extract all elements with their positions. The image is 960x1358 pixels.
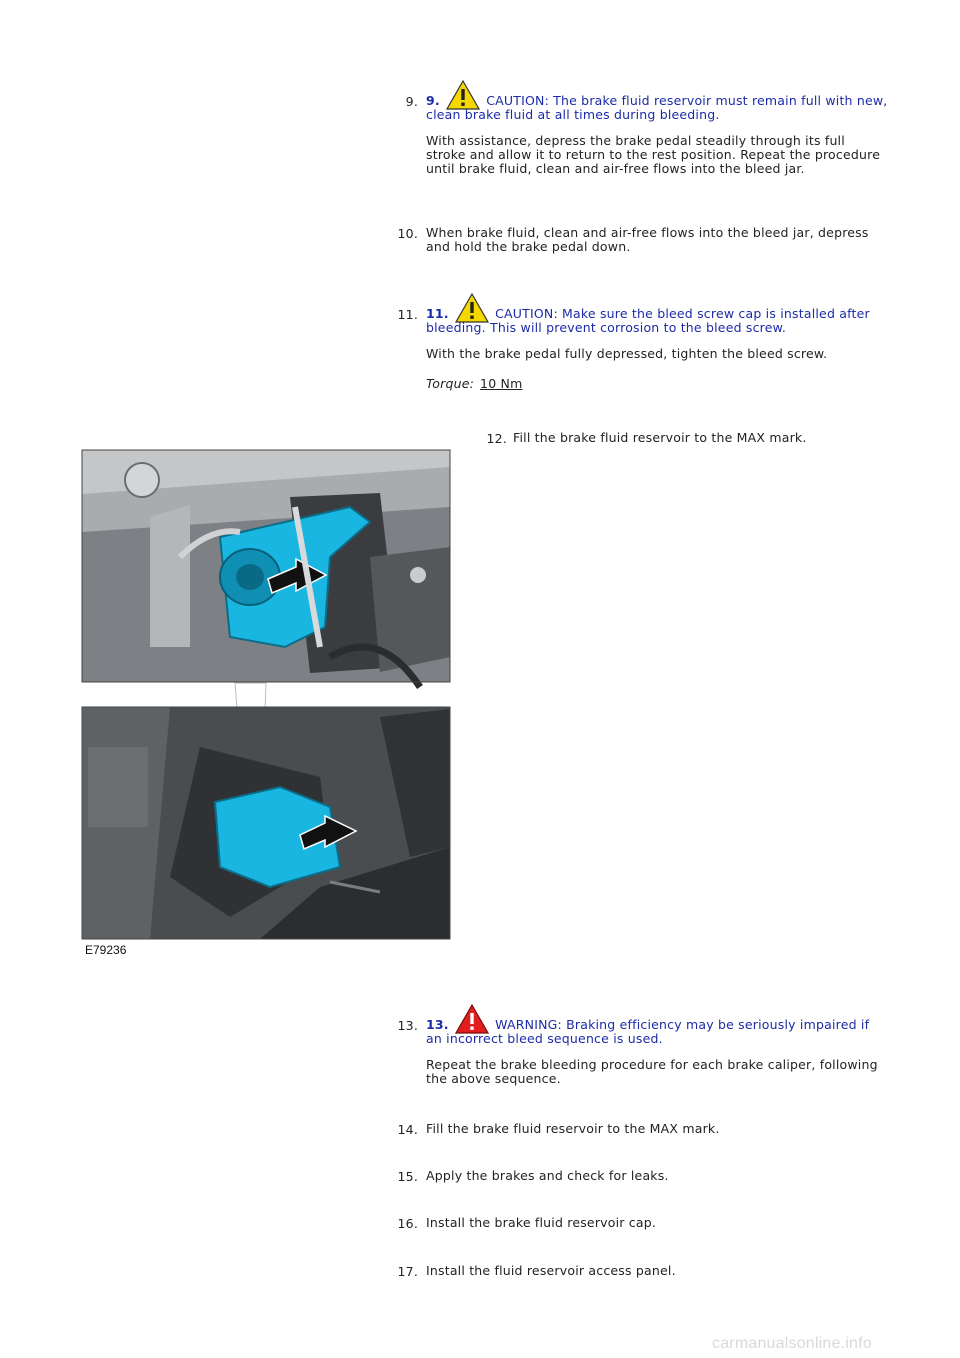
detail-view <box>82 450 450 687</box>
step-body: When brake fluid, clean and air-free flows into the bleed jar, depress and hold the brake pedal down. <box>426 225 869 254</box>
caution-note <box>426 293 888 335</box>
step-12 <box>513 431 913 445</box>
step-body: With assistance, depress the brake pedal steadily through its full stroke and allow it to return to the rest position. Repeat the procedure until brake fluid, clean and air-free flows into the bleed jar. <box>426 133 881 176</box>
step-number: 15. <box>397 1169 418 1184</box>
step-number: 10. <box>397 226 418 241</box>
step-body: Repeat the brake bleeding procedure for each brake caliper, following the above sequence. <box>426 1057 878 1086</box>
step-bold-number: 9. <box>426 93 440 108</box>
torque-label: Torque: <box>426 376 475 391</box>
step-body: Fill the brake fluid reservoir to the MAX mark. <box>513 430 807 445</box>
step-body: Fill the brake fluid reservoir to the MAX mark. <box>426 1121 720 1136</box>
warning-triangle-icon <box>455 1004 489 1034</box>
step-number: 12. <box>486 431 507 446</box>
caution-triangle-icon <box>455 293 489 323</box>
step-11 <box>426 293 888 391</box>
overview-view <box>82 707 450 939</box>
torque-value: 10 Nm <box>480 376 523 391</box>
caution-note <box>426 80 888 122</box>
step-14 <box>426 1122 888 1136</box>
step-number: 17. <box>397 1264 418 1279</box>
step-bold-number: 11. <box>426 306 449 321</box>
step-number: 13. <box>397 1018 418 1033</box>
step-body: With the brake pedal fully depressed, tighten the bleed screw. <box>426 346 828 361</box>
step-17 <box>426 1264 888 1278</box>
watermark-link[interactable]: carmanualsonline.info <box>712 1335 872 1352</box>
step-13 <box>426 1004 888 1086</box>
caution-text: CAUTION: Make sure the bleed screw cap is installed after bleeding. This will prevent corrosion to the bleed screw. <box>426 306 870 335</box>
step-number: 9. <box>405 94 418 109</box>
step-number: 14. <box>397 1122 418 1137</box>
warning-note <box>426 1004 888 1046</box>
step-body: Install the fluid reservoir access panel. <box>426 1263 676 1278</box>
step-body: Install the brake fluid reservoir cap. <box>426 1215 657 1230</box>
step-15 <box>426 1169 888 1183</box>
step-number: 16. <box>397 1216 418 1231</box>
step-10 <box>426 226 888 254</box>
step-16 <box>426 1216 888 1230</box>
brake-reservoir-illustration <box>80 447 455 962</box>
step-number: 11. <box>397 307 418 322</box>
torque-spec <box>426 377 888 391</box>
step-body: Apply the brakes and check for leaks. <box>426 1168 669 1183</box>
step-bold-number: 13. <box>426 1017 449 1032</box>
figure-caption: E79236 <box>85 943 127 957</box>
warning-text: WARNING: Braking efficiency may be seriously impaired if an incorrect bleed sequence is used. <box>426 1017 870 1046</box>
caution-triangle-icon <box>446 80 480 110</box>
caution-text: CAUTION: The brake fluid reservoir must remain full with new, clean brake fluid at all times during bleeding. <box>426 93 888 122</box>
step-9 <box>426 80 888 176</box>
